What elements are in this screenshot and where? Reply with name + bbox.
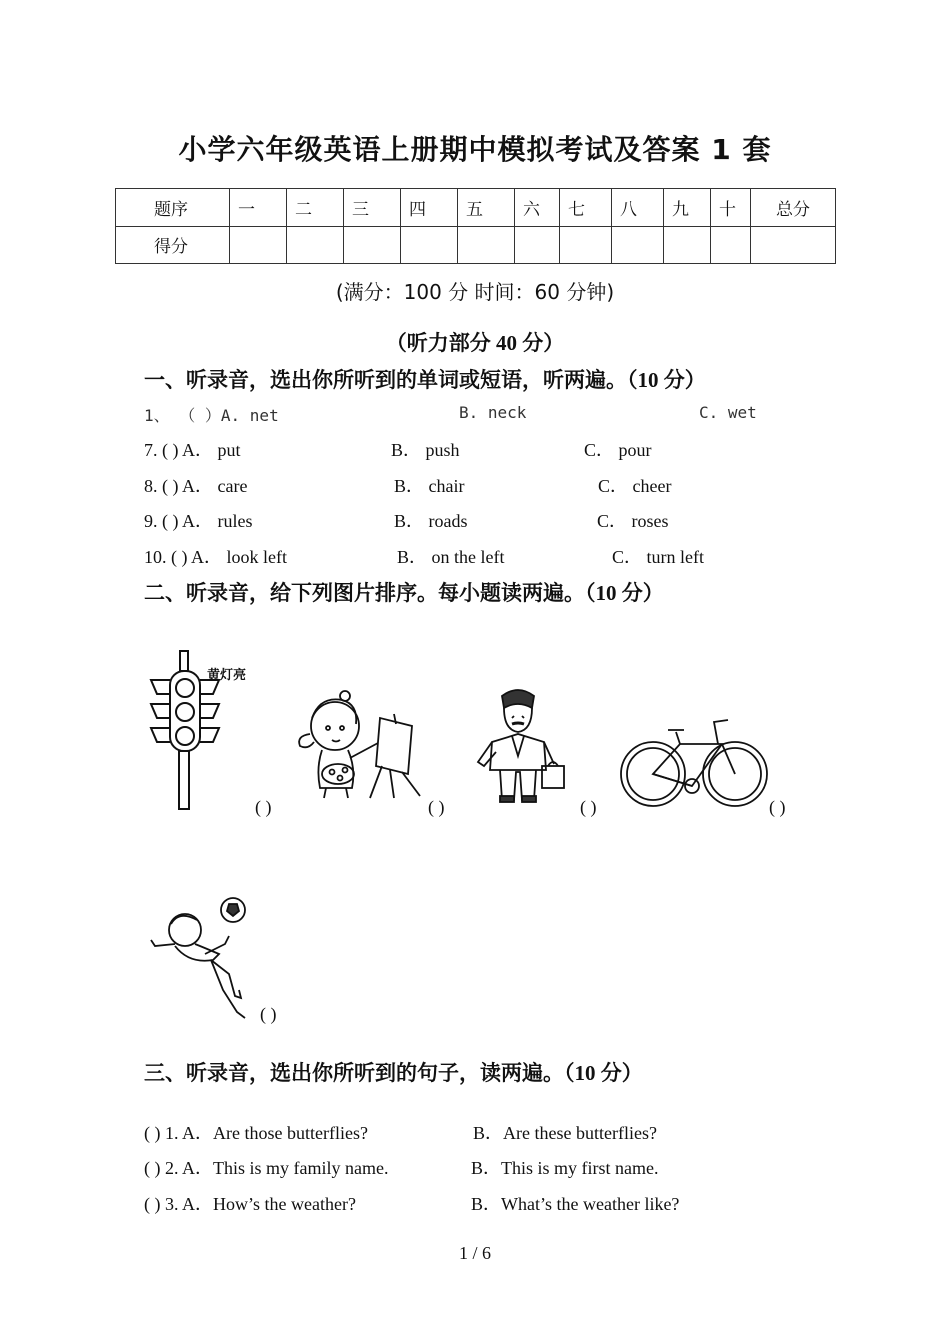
answer-blank-4[interactable]: ( ) (769, 797, 786, 817)
page-title: 小学六年级英语上册期中模拟考试及答案 1 套 (178, 133, 772, 166)
question-1-b: B. neck (459, 403, 527, 422)
column-6: 六 (515, 189, 560, 227)
exam-info: (满分：100 分 时间：60 分钟) (335, 280, 615, 304)
column-9: 九 (664, 189, 711, 227)
question-7-a: 7. ( ) A． put (144, 440, 241, 460)
question-8-a: 8. ( ) A． care (144, 476, 248, 496)
row-label-score: 得分 (116, 226, 230, 264)
question-7-c: C． pour (584, 440, 652, 460)
boy-football-icon (145, 894, 255, 1024)
question-7-b: B． push (391, 440, 460, 460)
column-10: 十 (711, 189, 751, 227)
column-total: 总分 (751, 189, 836, 227)
section1-title: 一、听录音，选出你所听到的单词或短语，听两遍。 (144, 368, 627, 392)
column-3: 三 (344, 189, 401, 227)
question-8-c: C． cheer (598, 476, 672, 496)
answer-blank-1[interactable]: ( ) (255, 797, 272, 817)
score-cell[interactable] (344, 226, 401, 264)
question-10-a: 10. ( ) A． look left (144, 547, 287, 567)
score-cell[interactable] (458, 226, 515, 264)
girl-painting-icon (290, 688, 430, 800)
listening-header: （听力部分 40 分） (385, 331, 565, 355)
section3-heading (144, 1057, 643, 1087)
sentence-1-a: ( ) 1. A．Are those butterflies? (144, 1123, 368, 1143)
column-2: 二 (287, 189, 344, 227)
score-cell[interactable] (287, 226, 344, 264)
answer-blank-2[interactable]: ( ) (428, 797, 445, 817)
question-10-b: B． on the left (397, 547, 505, 567)
section1-points: （10 分） (627, 368, 706, 392)
score-table (115, 188, 836, 264)
section3-title: 三、听录音，选出你所听到的句子，读两遍。 (144, 1061, 564, 1085)
table-row (116, 226, 836, 264)
businessman-icon (474, 686, 569, 808)
question-9-c: C． roses (597, 511, 669, 531)
sentence-3-a: ( ) 3. A．How’s the weather? (144, 1194, 356, 1214)
column-8: 八 (612, 189, 664, 227)
section2-title: 二、听录音，给下列图片排序。每小题读两遍。 (144, 581, 585, 605)
score-cell[interactable] (401, 226, 458, 264)
question-9-a: 9. ( ) A． rules (144, 511, 253, 531)
section1-heading (144, 364, 706, 394)
section2-heading (144, 577, 664, 607)
question-10-c: C． turn left (612, 547, 704, 567)
answer-blank-5[interactable]: ( ) (260, 1004, 277, 1024)
bicycle-icon (618, 716, 770, 812)
question-1-a: 1、 （ ）A. net (144, 406, 279, 425)
column-1: 一 (230, 189, 287, 227)
column-5: 五 (458, 189, 515, 227)
column-7: 七 (560, 189, 612, 227)
question-8-b: B． chair (394, 476, 465, 496)
page-number: 1 / 6 (458, 1243, 491, 1263)
score-cell[interactable] (612, 226, 664, 264)
score-cell[interactable] (751, 226, 836, 264)
section3-points: （10 分） (564, 1061, 643, 1085)
score-cell[interactable] (711, 226, 751, 264)
answer-blank-3[interactable]: ( ) (580, 797, 597, 817)
traffic-light-label: 黄灯亮 (207, 668, 247, 683)
score-cell[interactable] (560, 226, 612, 264)
section2-points: （10 分） (585, 581, 664, 605)
question-9-b: B． roads (394, 511, 468, 531)
table-row (116, 189, 836, 227)
score-cell[interactable] (515, 226, 560, 264)
score-cell[interactable] (664, 226, 711, 264)
column-4: 四 (401, 189, 458, 227)
sentence-2-a: ( ) 2. A．This is my family name. (144, 1158, 389, 1178)
sentence-3-b: B．What’s the weather like? (471, 1194, 680, 1214)
sentence-2-b: B．This is my first name. (471, 1158, 659, 1178)
score-cell[interactable] (230, 226, 287, 264)
question-1-c: C. wet (699, 403, 757, 422)
sentence-1-b: B．Are these butterflies? (473, 1123, 657, 1143)
row-label-order: 题序 (116, 189, 230, 227)
